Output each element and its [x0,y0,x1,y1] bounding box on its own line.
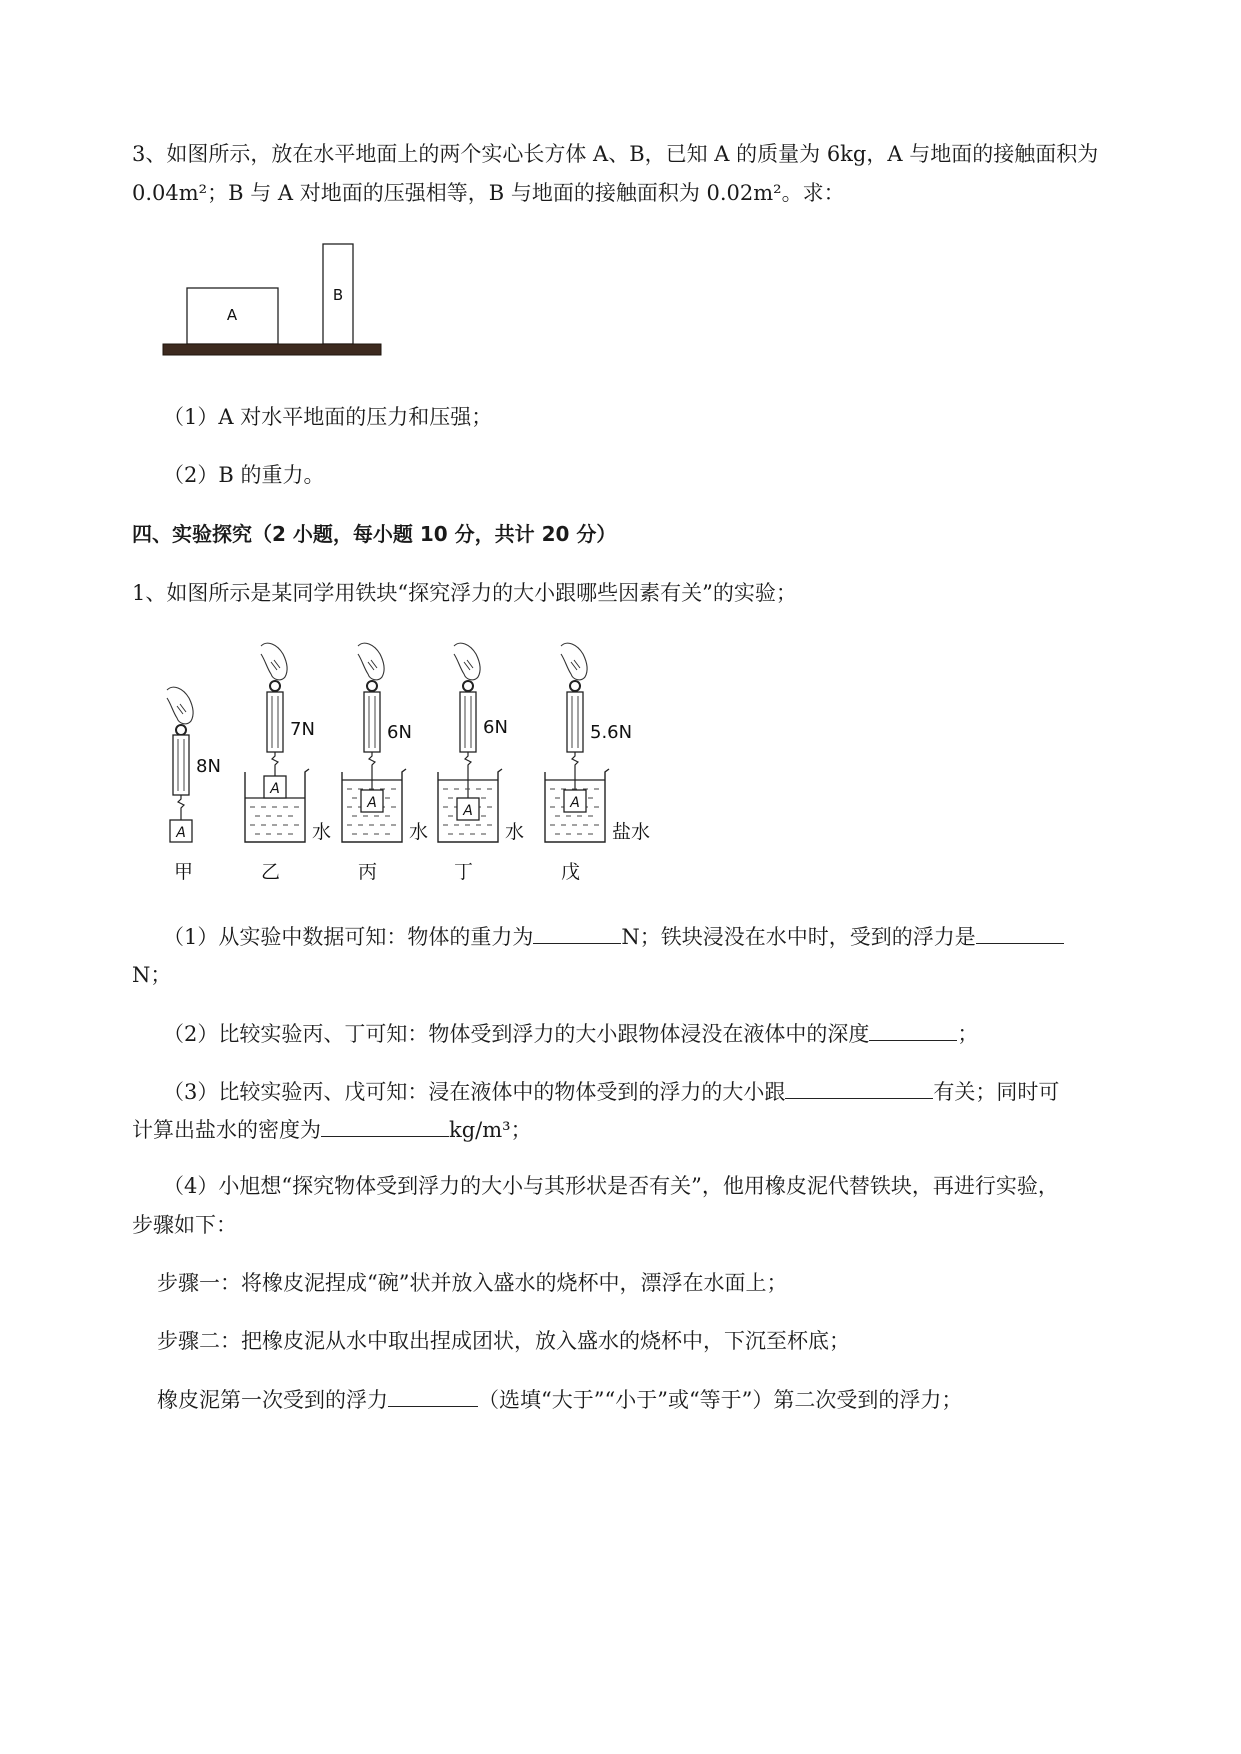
hand-1 [261,643,287,680]
block-b-label: B [332,286,344,304]
caption-jia: 甲 [174,861,194,883]
hand-fingers-0 [177,704,186,714]
p1-step2: 步骤二：把橡皮泥从水中取出捏成团状，放入盛水的烧杯中，下沉至杯底； [157,1329,850,1353]
q3-sub2: （2）B 的重力。 [163,463,325,487]
hand-fingers-1 [271,660,280,670]
scale-ring-3 [463,681,473,691]
block-a-label-2: A [367,795,377,811]
p1-q2-text-b: ； [957,1022,979,1046]
p1-q4-line1: （4）小旭想“探究物体受到浮力的大小与其形状是否有关”，他用橡皮泥代替铁块，再进行实验， [163,1174,1059,1198]
hand-fingers-3 [464,660,473,670]
p1-q1-line2: N； [132,963,172,987]
ground-board [163,344,381,355]
answer-blank-compare[interactable] [388,1384,478,1407]
p1-q4-line2: 步骤如下： [132,1213,237,1237]
scale-body-3 [460,692,476,752]
scale-ring-1 [270,681,280,691]
caption-1: 乙 [261,861,281,883]
answer-blank-buoyancy[interactable] [976,921,1064,944]
reading-jia: 8N [196,756,221,777]
hook-3 [465,752,471,798]
p1-q1-text-b: N；铁块浸没在水中时，受到的浮力是 [621,925,976,949]
answer-blank-factor[interactable] [785,1076,933,1099]
scale-body-1 [267,692,283,752]
reading-1: 7N [290,719,315,740]
q3-sub1: （1）A 对水平地面的压力和压强； [163,405,493,429]
scale-body-2 [364,692,380,752]
block-a-label-4: A [570,795,580,811]
p1-last-line [157,1384,962,1415]
p1-q3-text-d: kg/m³； [449,1118,532,1142]
p1-q3-text-b: 有关；同时可 [933,1080,1060,1104]
hand-fingers-2 [368,660,377,670]
hook-2 [369,752,375,790]
p1-last-text-a: 橡皮泥第一次受到的浮力 [157,1388,388,1412]
hand-4 [561,643,587,680]
scale-body-0 [173,735,189,795]
p1-step1: 步骤一：将橡皮泥捏成“碗”状并放入盛水的烧杯中，漂浮在水面上； [157,1271,788,1295]
liquid-label-3: 水 [505,821,525,843]
p1-q2-line [163,1018,978,1049]
hook-1 [272,752,278,776]
hand-fingers-4 [571,660,580,670]
p1-q1-line1 [163,921,1064,952]
caption-2: 丙 [358,861,378,883]
liquid-label-1: 水 [312,821,332,843]
hand-3 [454,643,480,680]
hand-0 [167,687,193,724]
hook-0 [178,795,184,820]
answer-blank-depth[interactable] [869,1018,957,1041]
scale-ring-4 [570,681,580,691]
scale-body-4 [567,692,583,752]
answer-blank-weight[interactable] [533,921,621,944]
hook-4 [572,752,578,790]
q3-figure-blocks [160,238,384,362]
p1-q3-text-a: （3）比较实验丙、戊可知：浸在液体中的物体受到的浮力的大小跟 [163,1080,786,1104]
p1-q3-line2 [132,1114,532,1145]
scale-ring-2 [367,681,377,691]
p1-intro: 1、如图所示是某同学用铁块“探究浮力的大小跟哪些因素有关”的实验； [132,581,797,605]
p1-q2-text-a: （2）比较实验丙、丁可知：物体受到浮力的大小跟物体浸没在液体中的深度 [163,1022,870,1046]
block-a-label-0: A [176,825,186,841]
p1-q1-text-a: （1）从实验中数据可知：物体的重力为 [163,925,534,949]
liquid-label-4: 盐水 [612,821,651,843]
block-a-label-1: A [270,781,280,797]
caption-3: 丁 [454,861,474,883]
q3-text-line2: 0.04m²；B 与 A 对地面的压强相等，B 与地面的接触面积为 0.02m²。求： [132,181,845,205]
answer-blank-density[interactable] [321,1114,449,1137]
caption-4: 戊 [561,861,581,883]
experiment-figure [150,640,670,890]
block-a-label-3: A [463,803,473,819]
reading-3: 6N [483,717,508,738]
hand-2 [358,643,384,680]
reading-2: 6N [387,722,412,743]
q3-text-line1: 3、如图所示，放在水平地面上的两个实心长方体 A、B，已知 A 的质量为 6kg，A 与地面的接触面积为 [132,142,1099,166]
scale-ring-0 [176,725,186,735]
section-heading: 四、实验探究（2 小题，每小题 10 分，共计 20 分） [132,522,617,546]
liquid-label-2: 水 [409,821,429,843]
reading-4: 5.6N [590,722,633,743]
p1-last-text-b: （选填“大于”“小于”或“等于”）第二次受到的浮力； [478,1388,963,1412]
block-a-label: A [226,306,238,324]
p1-q3-text-c: 计算出盐水的密度为 [132,1118,321,1142]
p1-q3-line1 [163,1076,1059,1107]
